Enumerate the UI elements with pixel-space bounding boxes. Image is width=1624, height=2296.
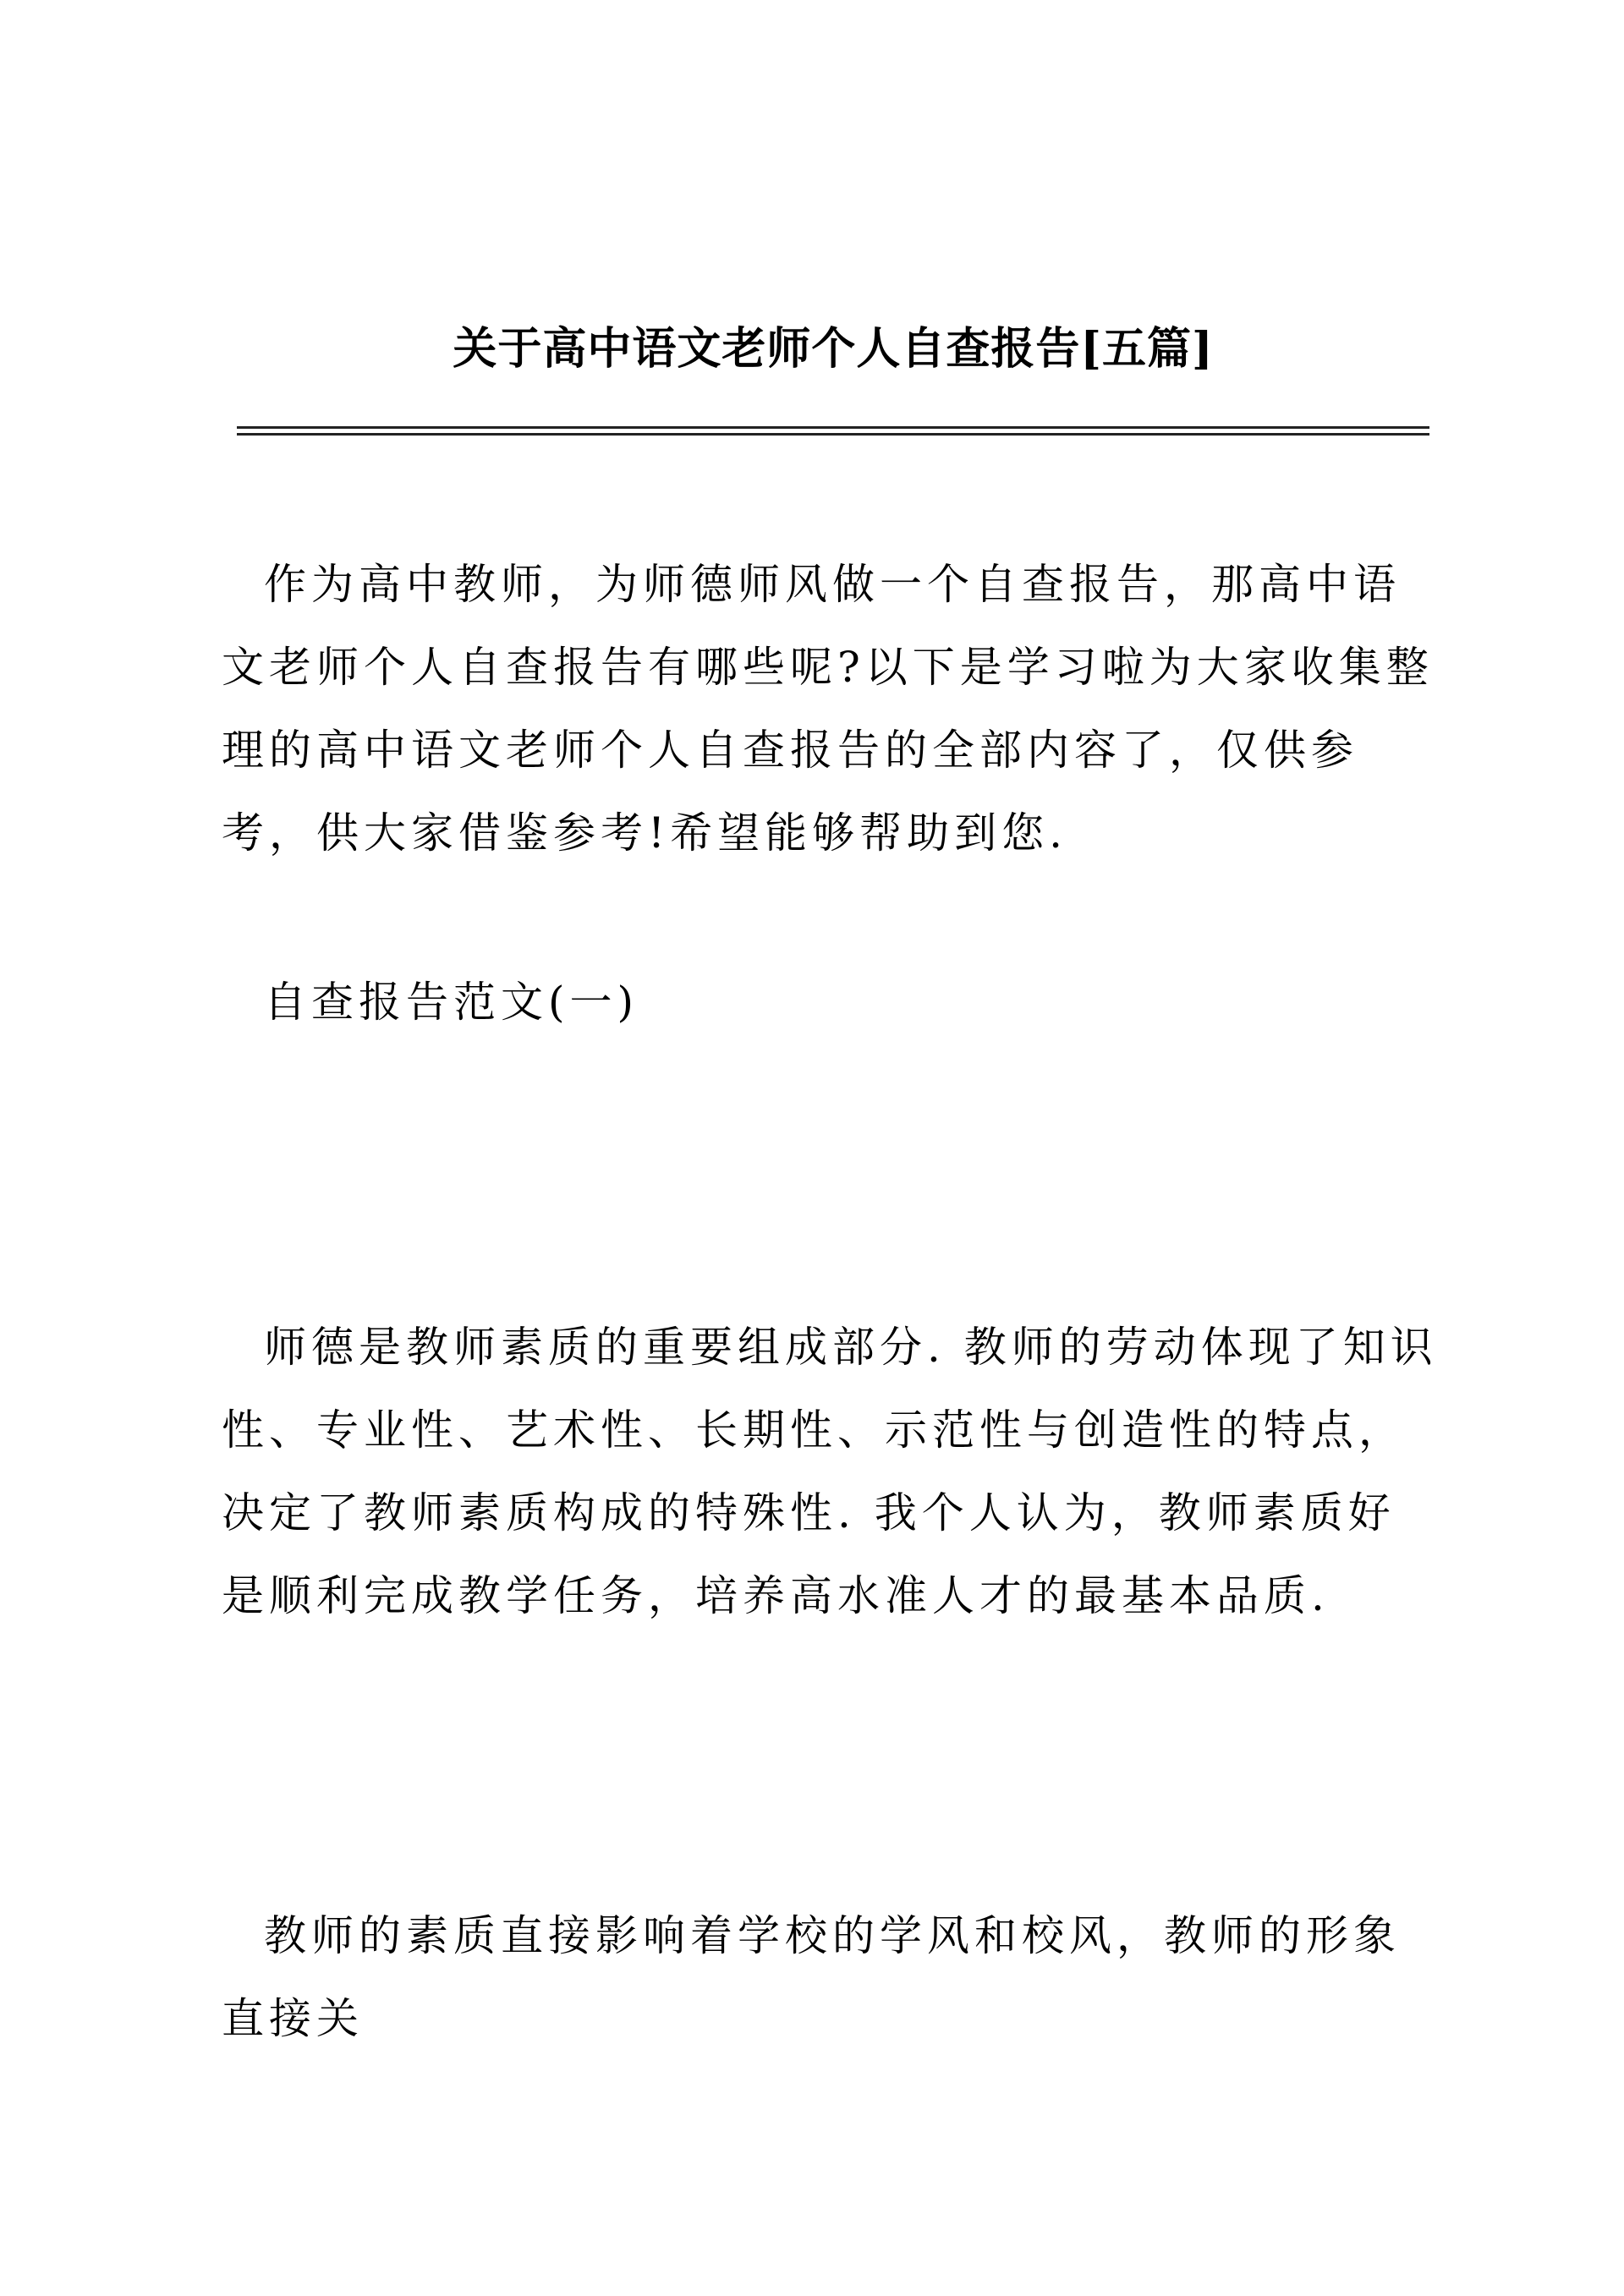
body-paragraph-continued: 教师的素质直接影响着学校的学风和校风，教师的形象直接关 [222, 1911, 1401, 2043]
body-paragraph: 师德是教师素质的重要组成部分. 教师的劳动体现了知识性、专业性、艺术性、长期性、示范性与创造性的特点，决定了教师素质构成的特殊性. 我个人认为，教师素质好是顺利完成教学任务，培养高水准人才的最基本品质. [222, 1323, 1438, 1620]
intro-paragraph: 作为高中教师，为师德师风做一个自查报告，那高中语文老师个人自查报告有哪些呢?以下是学习啦为大家收集整理的高中语文老师个人自查报告的全部内容了，仅供参考，供大家借鉴参考!希望能够帮助到您. [222, 560, 1434, 858]
title-underline-bottom [237, 433, 1429, 436]
document-title: 关于高中语文老师个人自查报告[五篇] [453, 323, 1214, 375]
title-underline-top [237, 426, 1429, 429]
section-heading: 自查报告范文(一) [264, 978, 639, 1027]
